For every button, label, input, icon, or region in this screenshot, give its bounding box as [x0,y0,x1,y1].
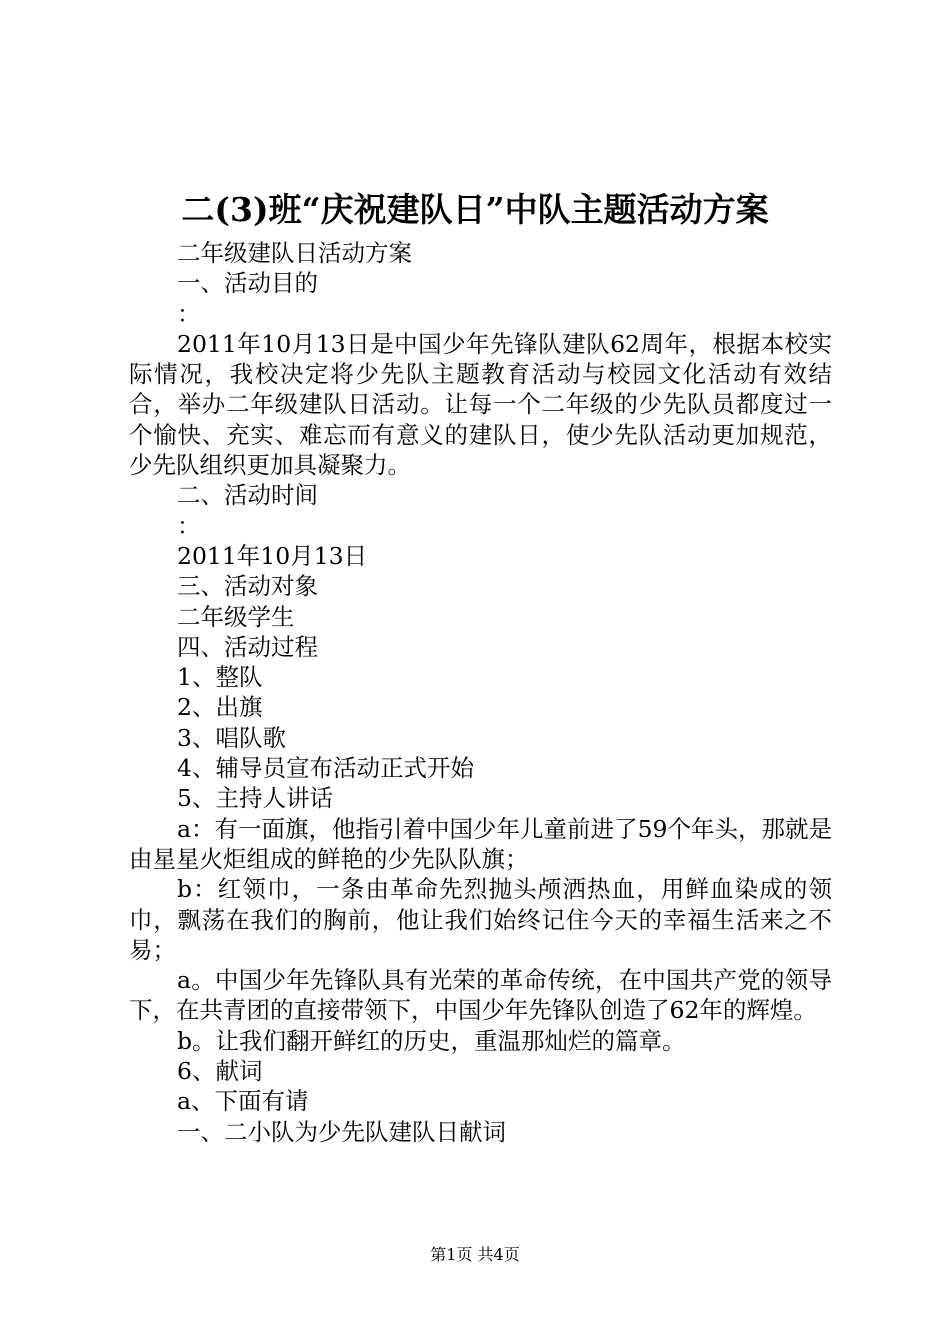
page-footer: 第1页 共4页 [430,1245,520,1264]
paragraph: 一、二小队为少先队建队日献词 [177,1117,506,1146]
paragraph: 二年级学生 [177,602,295,631]
list-item: 5、主持人讲话 [177,784,333,813]
document-body [129,238,832,1147]
paragraph: a、下面有请 [177,1087,309,1116]
list-item: 1、整队 [177,663,263,692]
section-heading: 一、活动目的 [177,269,318,298]
list-item: 4、辅导员宣布活动正式开始 [177,754,474,783]
list-item: 6、献词 [177,1057,263,1086]
document-title: 二(3)班“庆祝建队日”中队主题活动方案 [181,190,769,229]
paragraph: 2011年10月13日 [177,541,368,570]
section-heading: 三、活动对象 [177,572,318,601]
list-item: 3、唱队歌 [177,723,286,752]
paragraph: 二年级建队日活动方案 [177,239,412,267]
paragraph: ： [177,511,201,540]
paragraph: ： [177,299,201,328]
section-heading: 二、活动时间 [177,481,318,510]
section-heading: 四、活动过程 [177,632,318,661]
paragraph: 2011年10月13日是中国少年先锋队建队62周年，根据本校实际情况，我校决定将少先队主题教育活动与校园文化活动有效结合，举办二年级建队日活动。让每一个二年级的少先队员都度过一个愉快、充实、难忘而有意义的建队日，使少先队活动更加规范，少先队组织更加具凝聚力。 [129,329,832,480]
list-item: 2、出旗 [177,693,263,722]
paragraph: b。让我们翻开鲜红的历史，重温那灿烂的篇章。 [177,1026,686,1055]
paragraph: a：有一面旗，他指引着中国少年儿童前进了59个年头，那就是由星星火炬组成的鲜艳的少先队队旗； [129,814,832,873]
paragraph: a。中国少年先锋队具有光荣的革命传统，在中国共产党的领导下，在共青团的直接带领下，中国少年先锋队创造了62年的辉煌。 [129,966,832,1025]
paragraph: b：红领巾，一条由革命先烈抛头颅洒热血，用鲜血染成的领巾，飘荡在我们的胸前，他让我们始终记住今天的幸福生活来之不易； [129,875,832,964]
